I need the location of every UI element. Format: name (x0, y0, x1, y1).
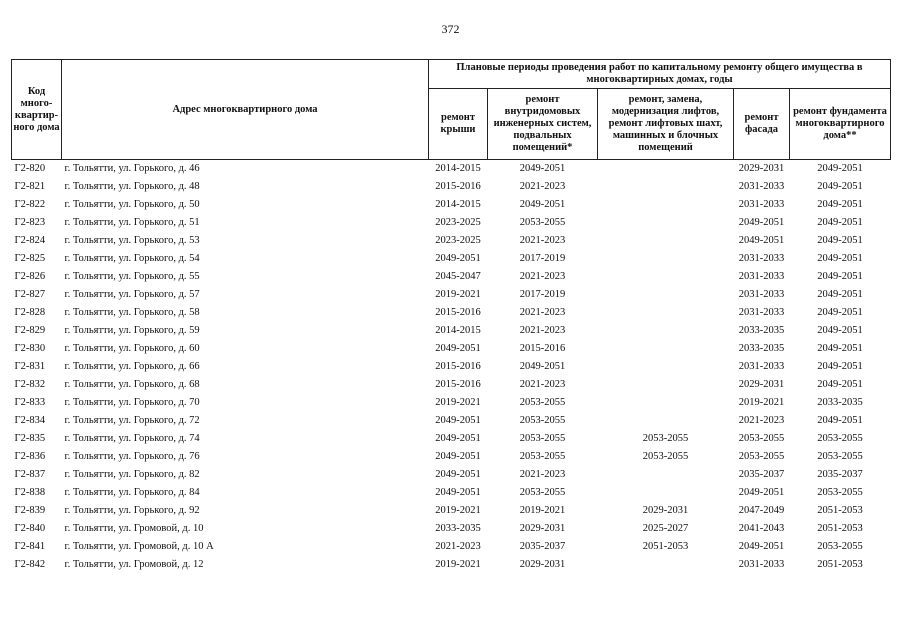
cell-foundation: 2051-2053 (817, 523, 863, 534)
cell-roof: 2014-2015 (429, 160, 488, 179)
cell-facade: 2049-2051 (738, 487, 785, 498)
cell-lifts: 2029-2031 (642, 505, 689, 516)
header-foundation: ремонт фундамента многоквартирного дома** (790, 89, 891, 160)
cell-facade: 2031-2033 (738, 199, 785, 210)
cell-code: Г2-829 (14, 325, 46, 336)
cell-lifts (598, 214, 734, 232)
table-row (12, 214, 891, 232)
cell-lifts (598, 286, 734, 304)
cell-code: Г2-822 (14, 199, 46, 210)
cell-code: Г2-823 (14, 217, 46, 228)
cell-foundation: 2035-2037 (817, 469, 863, 480)
cell-lifts: 2025-2027 (642, 523, 689, 534)
cell-address: г. Тольятти, ул. Горького, д. 57 (64, 289, 200, 300)
cell-engineering: 2021-2023 (519, 325, 566, 336)
table-row (12, 394, 891, 412)
cell-facade: 2049-2051 (738, 235, 785, 246)
cell-address: г. Тольятти, ул. Горького, д. 51 (64, 217, 200, 228)
cell-facade: 2031-2033 (738, 307, 785, 318)
capital-repair-table (11, 59, 891, 574)
cell-facade: 2031-2033 (738, 271, 785, 282)
cell-address: г. Тольятти, ул. Горького, д. 53 (64, 235, 200, 246)
table-row (12, 232, 891, 250)
cell-lifts: 2053-2055 (642, 433, 689, 444)
cell-address: г. Тольятти, ул. Горького, д. 48 (64, 181, 200, 192)
cell-roof: 2019-2021 (435, 397, 481, 408)
cell-engineering: 2029-2031 (519, 523, 566, 534)
cell-lifts (598, 268, 734, 286)
cell-facade: 2031-2033 (738, 253, 785, 264)
table-row (12, 448, 891, 466)
cell-code: Г2-828 (14, 307, 46, 318)
cell-lifts: 2053-2055 (642, 451, 689, 462)
cell-foundation: 2049-2051 (817, 379, 863, 390)
cell-foundation: 2053-2055 (817, 487, 863, 498)
cell-engineering: 2019-2021 (519, 505, 566, 516)
table-row (12, 430, 891, 448)
table-row (12, 484, 891, 502)
cell-roof: 2019-2021 (435, 505, 481, 516)
cell-code: Г2-833 (14, 397, 46, 408)
cell-address: г. Тольятти, ул. Горького, д. 50 (64, 199, 200, 210)
cell-code: Г2-842 (14, 559, 46, 570)
cell-code: Г2-840 (14, 523, 46, 534)
cell-address: г. Тольятти, ул. Горького, д. 46 (62, 160, 429, 179)
cell-roof: 2049-2051 (435, 433, 481, 444)
cell-address: г. Тольятти, ул. Горького, д. 76 (64, 451, 200, 462)
table-row (12, 178, 891, 196)
cell-lifts (598, 466, 734, 484)
table-row (12, 268, 891, 286)
cell-roof: 2015-2016 (435, 379, 481, 390)
cell-engineering: 2053-2055 (519, 487, 566, 498)
cell-address: г. Тольятти, ул. Горького, д. 68 (64, 379, 200, 390)
cell-facade: 2029-2031 (738, 379, 785, 390)
cell-facade: 2031-2033 (738, 181, 785, 192)
cell-facade: 2031-2033 (738, 289, 785, 300)
cell-engineering: 2021-2023 (519, 271, 566, 282)
table-row (12, 376, 891, 394)
cell-facade: 2019-2021 (738, 397, 785, 408)
cell-address: г. Тольятти, ул. Громовой, д. 10 (64, 523, 204, 534)
table-row (12, 556, 891, 574)
cell-lifts: 2051-2053 (642, 541, 689, 552)
cell-foundation: 2049-2051 (817, 271, 863, 282)
cell-address: г. Тольятти, ул. Горького, д. 84 (64, 487, 200, 498)
cell-foundation: 2053-2055 (817, 451, 863, 462)
cell-foundation: 2049-2051 (817, 361, 863, 372)
cell-address: г. Тольятти, ул. Горького, д. 55 (64, 271, 200, 282)
cell-engineering: 2035-2037 (519, 541, 566, 552)
cell-foundation: 2053-2055 (817, 541, 863, 552)
cell-facade: 2041-2043 (738, 523, 785, 534)
cell-lifts (598, 160, 734, 179)
cell-foundation: 2049-2051 (817, 235, 863, 246)
cell-foundation: 2049-2051 (817, 343, 863, 354)
cell-facade: 2053-2055 (738, 433, 785, 444)
cell-facade: 2053-2055 (738, 451, 785, 462)
page-number: 372 (441, 22, 460, 36)
cell-engineering: 2053-2055 (519, 415, 566, 426)
cell-roof: 2021-2023 (435, 541, 481, 552)
cell-address: г. Тольятти, ул. Горького, д. 66 (64, 361, 200, 372)
cell-roof: 2015-2016 (435, 181, 481, 192)
cell-engineering: 2021-2023 (519, 235, 566, 246)
cell-lifts (598, 556, 734, 574)
cell-engineering: 2053-2055 (519, 397, 566, 408)
cell-code: Г2-827 (14, 289, 46, 300)
cell-foundation: 2051-2053 (817, 559, 863, 570)
cell-roof: 2015-2016 (435, 361, 481, 372)
table-row (12, 538, 891, 556)
cell-engineering: 2049-2051 (488, 160, 598, 179)
cell-code: Г2-821 (14, 181, 46, 192)
cell-foundation: 2049-2051 (817, 415, 863, 426)
cell-address: г. Тольятти, ул. Горького, д. 72 (64, 415, 200, 426)
cell-roof: 2045-2047 (435, 271, 481, 282)
table-row (12, 304, 891, 322)
cell-roof: 2033-2035 (435, 523, 481, 534)
cell-lifts (598, 376, 734, 394)
cell-roof: 2014-2015 (435, 199, 481, 210)
cell-engineering: 2021-2023 (519, 379, 566, 390)
table-row (12, 412, 891, 430)
cell-lifts (598, 232, 734, 250)
cell-foundation: 2049-2051 (817, 253, 863, 264)
cell-engineering: 2053-2055 (519, 433, 566, 444)
table-row (12, 196, 891, 214)
cell-code: Г2-831 (14, 361, 46, 372)
cell-facade: 2047-2049 (738, 505, 785, 516)
cell-facade: 2035-2037 (738, 469, 785, 480)
cell-code: Г2-820 (12, 160, 62, 179)
cell-address: г. Тольятти, ул. Громовой, д. 12 (64, 559, 204, 570)
table-row (12, 502, 891, 520)
cell-address: г. Тольятти, ул. Горького, д. 59 (64, 325, 200, 336)
cell-lifts (598, 322, 734, 340)
cell-code: Г2-837 (14, 469, 46, 480)
cell-lifts (598, 304, 734, 322)
cell-engineering: 2017-2019 (519, 253, 566, 264)
cell-engineering: 2049-2051 (519, 361, 566, 372)
header-facade: ремонт фасада (734, 89, 790, 160)
table-row (12, 250, 891, 268)
cell-foundation: 2049-2051 (817, 307, 863, 318)
cell-facade: 2049-2051 (738, 541, 785, 552)
cell-engineering: 2021-2023 (519, 307, 566, 318)
cell-code: Г2-839 (14, 505, 46, 516)
cell-engineering: 2015-2016 (519, 343, 566, 354)
table-row (12, 358, 891, 376)
cell-code: Г2-835 (14, 433, 46, 444)
cell-engineering: 2053-2055 (519, 451, 566, 462)
cell-facade: 2029-2031 (734, 160, 790, 179)
cell-code: Г2-836 (14, 451, 46, 462)
cell-foundation: 2049-2051 (817, 181, 863, 192)
table-row (12, 520, 891, 538)
cell-code: Г2-825 (14, 253, 46, 264)
cell-foundation: 2049-2051 (817, 325, 863, 336)
cell-foundation: 2051-2053 (817, 505, 863, 516)
cell-lifts (598, 484, 734, 502)
cell-address: г. Тольятти, ул. Громовой, д. 10 А (64, 541, 214, 552)
cell-address: г. Тольятти, ул. Горького, д. 92 (64, 505, 200, 516)
cell-lifts (598, 340, 734, 358)
table-row (12, 466, 891, 484)
cell-address: г. Тольятти, ул. Горького, д. 54 (64, 253, 200, 264)
cell-roof: 2049-2051 (435, 253, 481, 264)
cell-facade: 2033-2035 (738, 343, 785, 354)
cell-foundation: 2053-2055 (817, 433, 863, 444)
cell-foundation: 2049-2051 (790, 160, 891, 179)
cell-engineering: 2029-2031 (519, 559, 566, 570)
header-planned-periods: Плановые периоды проведения работ по капитальному ремонту общего имущества в многоквартирных домах, годы (429, 60, 891, 89)
cell-address: г. Тольятти, ул. Горького, д. 82 (64, 469, 200, 480)
cell-engineering: 2021-2023 (519, 181, 566, 192)
cell-address: г. Тольятти, ул. Горького, д. 60 (64, 343, 200, 354)
cell-roof: 2049-2051 (435, 469, 481, 480)
cell-facade: 2021-2023 (738, 415, 785, 426)
header-engineering: ремонт внутридомовых инженерных систем, подвальных помещений* (488, 89, 598, 160)
cell-lifts (598, 250, 734, 268)
cell-foundation: 2049-2051 (817, 217, 863, 228)
table-body (12, 160, 891, 575)
header-address: Адрес многоквартирного дома (62, 60, 429, 160)
cell-facade: 2031-2033 (738, 559, 785, 570)
table-row (12, 340, 891, 358)
cell-code: Г2-826 (14, 271, 46, 282)
cell-engineering: 2021-2023 (519, 469, 566, 480)
header-lifts: ремонт, замена, модернизация лифтов, ремонт лифтовых шахт, машинных и блочных помещений (598, 89, 734, 160)
cell-lifts (598, 358, 734, 376)
cell-foundation: 2049-2051 (817, 199, 863, 210)
cell-roof: 2049-2051 (435, 451, 481, 462)
cell-roof: 2049-2051 (435, 415, 481, 426)
cell-roof: 2014-2015 (435, 325, 481, 336)
cell-address: г. Тольятти, ул. Горького, д. 58 (64, 307, 200, 318)
cell-code: Г2-824 (14, 235, 46, 246)
table-row (12, 160, 891, 179)
cell-roof: 2019-2021 (435, 289, 481, 300)
cell-roof: 2023-2025 (435, 235, 481, 246)
cell-address: г. Тольятти, ул. Горького, д. 74 (64, 433, 200, 444)
cell-lifts (598, 394, 734, 412)
cell-lifts (598, 196, 734, 214)
cell-address: г. Тольятти, ул. Горького, д. 70 (64, 397, 200, 408)
cell-facade: 2031-2033 (738, 361, 785, 372)
table-row (12, 286, 891, 304)
cell-roof: 2019-2021 (435, 559, 481, 570)
cell-engineering: 2053-2055 (519, 217, 566, 228)
cell-foundation: 2033-2035 (817, 397, 863, 408)
cell-code: Г2-834 (14, 415, 46, 426)
cell-code: Г2-841 (14, 541, 46, 552)
cell-engineering: 2049-2051 (519, 199, 566, 210)
cell-facade: 2033-2035 (738, 325, 785, 336)
cell-engineering: 2017-2019 (519, 289, 566, 300)
cell-foundation: 2049-2051 (817, 289, 863, 300)
cell-roof: 2049-2051 (435, 343, 481, 354)
cell-roof: 2049-2051 (435, 487, 481, 498)
cell-lifts (598, 178, 734, 196)
cell-code: Г2-832 (14, 379, 46, 390)
table-row (12, 322, 891, 340)
cell-facade: 2049-2051 (738, 217, 785, 228)
cell-roof: 2015-2016 (435, 307, 481, 318)
cell-code: Г2-830 (14, 343, 46, 354)
cell-roof: 2023-2025 (435, 217, 481, 228)
header-code: Код много-квартир-ного дома (12, 60, 62, 160)
cell-code: Г2-838 (14, 487, 46, 498)
cell-lifts (598, 412, 734, 430)
header-roof: ремонт крыши (429, 89, 488, 160)
